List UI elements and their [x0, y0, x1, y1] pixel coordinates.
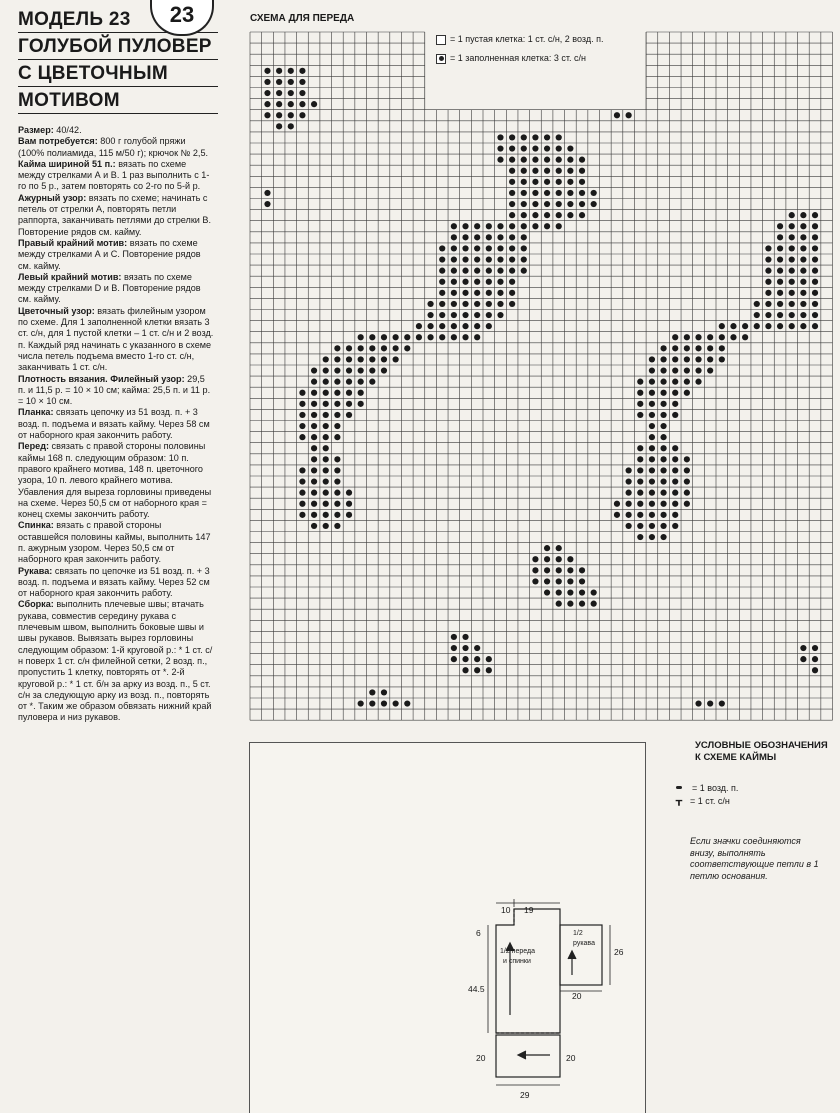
- instruction-label: Рукава:: [18, 565, 53, 576]
- instruction-text: связать с правой стороны половины каймы 168 п. следующим образом: 10 п. правого крайнего мотива, 148 п. цветочного узора, 10 п. левого крайнего мотива. Убавления для выреза горловины приведены на схеме. Через 50,5 см от наборного края = конец схемы закончить работу.: [18, 441, 212, 520]
- instruction-label: Планка:: [18, 407, 54, 418]
- border-legend-note: Если значки соединяются внизу, выполнять соответствующие петли в 1 петлю основания.: [690, 836, 819, 881]
- instruction-label: Кайма шириной 51 п.:: [18, 158, 116, 169]
- dim-shoulder-width: 19: [524, 905, 534, 915]
- dim-band-left: 20: [476, 1053, 486, 1063]
- instruction-text: вязать с правой стороны оставшейся половины каймы, выполнить 147 п. ажурным узором. Через 50,5 см от наборного края закончить работу.: [18, 520, 211, 565]
- dc-stitch-legend: [676, 795, 730, 807]
- garment-pattern-diagram: [460, 895, 650, 1112]
- instruction-label: Правый крайний мотив:: [18, 237, 128, 248]
- instruction-text: связать по цепочке из 51 возд. п. + 3 возд. п. подъема и вязать кайму. Через 52 см от наборного края закончить работу.: [18, 565, 210, 599]
- instruction-label: Цветочный узор:: [18, 305, 95, 316]
- dim-sleeve-height: 26: [614, 947, 624, 957]
- dim-band-right: 20: [566, 1053, 576, 1063]
- instruction-text: вязать филейным узором по схеме. Для 1 заполненной клетки вязать 3 ст. с/н, для 1 пустой клетки – 1 ст. с/н и 2 возд. п. Каждый ряд начинать с указанного в схеме числа петель подъема вместо 1-го ст. с/н, заканчивать 1 ст. с/н.: [18, 305, 214, 373]
- instruction-text: 29,5 п. и 11,5 р. = 10 × 10 см; кайма: 25,5 п. и 11 р. = 10 × 10 см.: [18, 373, 211, 407]
- dc-stitch-text: = 1 ст. с/н: [690, 796, 730, 806]
- legend-filled: [436, 53, 586, 64]
- instruction-label: Плотность вязания. Филейный узор:: [18, 373, 185, 384]
- filled-cell-icon: [436, 54, 446, 64]
- dim-neck-width: 10: [501, 905, 511, 915]
- instruction-label: Перед:: [18, 441, 50, 452]
- instruction-text: вязать по схеме между стрелками А и С. Повторение рядов см. кайму.: [18, 237, 201, 271]
- instruction-label: Размер:: [18, 125, 54, 135]
- border-legend-title-2: К СХЕМЕ КАЙМЫ: [695, 752, 777, 763]
- instruction-text: вязать по схеме; начинать с петель от стрелки А, повторять петли раппорта, заканчивать петлями до стрелки В. Повторение рядов см. кайму.: [18, 192, 212, 237]
- instruction-label: Вам потребуется:: [18, 136, 98, 147]
- chain-stitch-text: = 1 возд. п.: [692, 783, 739, 793]
- instruction-text: связать цепочку из 51 возд. п. + 3 возд. п. подъема и вязать кайму. Через 58 см от наборного края закончить работу.: [18, 407, 210, 441]
- border-legend-title: [695, 740, 828, 764]
- model-label: МОДЕЛЬ 23: [18, 8, 218, 33]
- instruction-label: Сборка:: [18, 599, 54, 610]
- instruction-text: 800 г голубой пряжи (100% полиамида, 115 м/50 г); крючок № 2,5.: [18, 136, 209, 158]
- instruction-text: вязать по схеме между стрелками D и В. Повторение рядов см. кайму.: [18, 271, 201, 305]
- double-crochet-icon: ᚁ: [676, 793, 682, 807]
- legend-empty-text: = 1 пустая клетка: 1 ст. с/н, 2 возд. п.: [450, 34, 604, 44]
- dim-body-height: 44.5: [468, 984, 485, 994]
- sleeve-label-1: 1/2: [573, 930, 583, 937]
- dim-neck-depth: 6: [476, 928, 481, 938]
- dim-sleeve-width: 20: [572, 991, 582, 1001]
- sleeve-label-2: рукава: [573, 940, 595, 947]
- instruction-label: Спинка:: [18, 520, 54, 531]
- title-line-1: ГОЛУБОЙ ПУЛОВЕР: [18, 35, 218, 60]
- chain-stitch-icon: [676, 786, 682, 789]
- instruction-text: 40/42.: [53, 125, 82, 135]
- instruction-text: вязать по схеме между стрелками А и В. 1 раз выполнить с 1-го по 5 р., затем повторять со 2-го по 5-й р.: [18, 158, 210, 192]
- instruction-text: выполнить плечевые швы; втачать рукава, совместив середину рукава с плечевым швом, выполнить боковые швы и швы рукавов. Вывязать вырез горловины следующим образом: 1-й круговой р.: * 1 ст. с/н поверх 1 ст. с/н филейной сетки, 2 возд. п., пропустить 1 клетку, повторять от *. 2-й круговой р.: * 1 ст. б/н за арку из возд. п., 5 ст. с/н за следующую арку из возд. п., повторять от *. Таким же образом обвязать нижний край пуловера и низ рукавов.: [18, 599, 213, 723]
- title-line-2: С ЦВЕТОЧНЫМ: [18, 62, 218, 87]
- chart-title: СХЕМА ДЛЯ ПЕРЕДА: [250, 13, 355, 24]
- title-line-3: МОТИВОМ: [18, 89, 218, 114]
- chain-stitch-legend: [676, 783, 738, 794]
- border-legend-title-1: УСЛОВНЫЕ ОБОЗНАЧЕНИЯ: [695, 740, 828, 751]
- body-label-2: и спинки: [503, 958, 531, 965]
- instruction-label: Ажурный узор:: [18, 192, 87, 203]
- body-label-1: 1/2 переда: [500, 948, 535, 955]
- model-number-badge: 23: [150, 0, 214, 36]
- instruction-label: Левый крайний мотив:: [18, 271, 122, 282]
- legend-filled-text: = 1 заполненная клетка: 3 ст. с/н: [450, 53, 586, 63]
- dim-bottom-width: 29: [520, 1090, 530, 1100]
- empty-cell-icon: [436, 35, 446, 45]
- legend-empty: [436, 34, 603, 45]
